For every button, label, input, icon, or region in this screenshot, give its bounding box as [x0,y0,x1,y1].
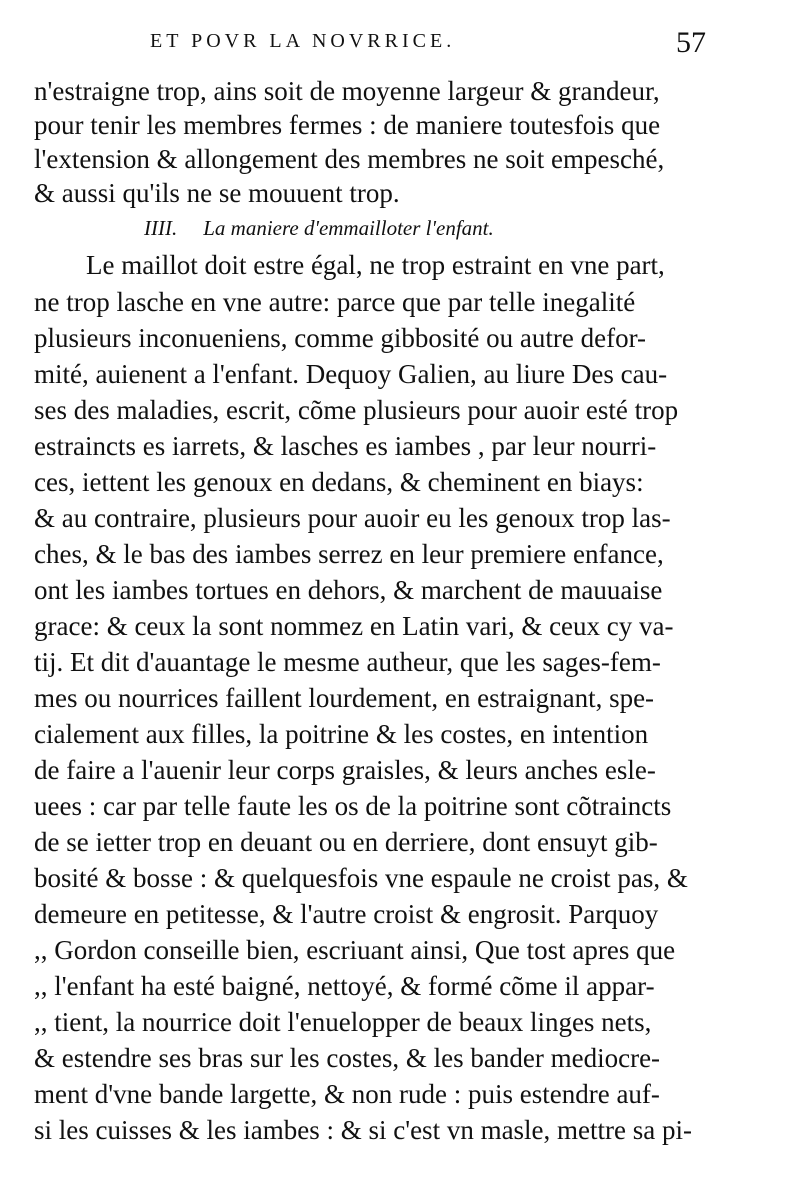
text-line: & estendre ses bras sur les costes, & les bander mediocre- [34,1043,661,1073]
text-line: Le maillot doit estre égal, ne trop estraint en vne part, [86,250,665,280]
text-line: l'extension & allongement des membres ne soit empesché, [34,144,665,174]
text-line: mité, auienent a l'enfant. Dequoy Galien, au liure Des cau- [34,359,668,389]
text-line: plusieurs inconueniens, comme gibbosité ou autre defor- [34,323,647,353]
text-line: n'estraigne trop, ains soit de moyenne largeur & grandeur, [34,76,660,106]
text-line: estraincts es iarrets, & lasches es iambes , par leur nourri- [34,431,657,461]
text-line: & aussi qu'ils ne se mouuent trop. [34,178,400,208]
text-line: ses des maladies, escrit, cõme plusieurs pour auoir esté trop [34,395,679,425]
text-line: ches, & le bas des iambes serrez en leur premiere enfance, [34,539,664,569]
text-line: pour tenir les membres fermes : de maniere toutesfois que [34,110,661,140]
text-line: grace: & ceux la sont nommez en Latin vari, & ceux cy va- [34,611,674,641]
text-line: mes ou nourrices faillent lourdement, en estraignant, spe- [34,683,655,713]
text-line: ,, l'enfant ha esté baigné, nettoyé, & formé cõme il appar- [34,971,655,1001]
text-line: uees : car par telle faute les os de la poitrine sont cõtraincts [34,791,672,821]
text-line: bosité & bosse : & quelquesfois vne espaule ne croist pas, & [34,863,688,893]
text-line: ne trop lasche en vne autre: parce que par telle inegalité [34,287,636,317]
text-line: demeure en petitesse, & l'autre croist & engrosit. Parquoy [34,899,659,929]
text-line: ,, Gordon conseille bien, escriuant ainsi, Que tost apres que [34,935,676,965]
text-line: de se ietter trop en deuant ou en derriere, dont ensuyt gib- [34,827,658,857]
section-number: IIII. [144,216,178,240]
text-line: ces, iettent les genoux en dedans, & cheminent en biays: [34,467,644,497]
text-line: si les cuisses & les iambes : & si c'est vn masle, mettre sa pi- [34,1115,692,1145]
text-line: ment d'vne bande largette, & non rude : puis estendre auf- [34,1079,660,1109]
text-line: ,, tient, la nourrice doit l'enuelopper de beaux linges nets, [34,1007,652,1037]
text-line: de faire a l'auenir leur corps graisles, & leurs anches esle- [34,755,656,785]
text-line: & au contraire, plusieurs pour auoir eu les genoux trop las- [34,503,671,533]
section-title: La maniere d'emmailloter l'enfant. [203,216,494,240]
text-line: tij. Et dit d'auantage le mesme autheur, que les sages-fem- [34,647,661,677]
text-line: cialement aux filles, la poitrine & les costes, en intention [34,719,649,749]
running-title: ET POVR LA NOVRRICE. [150,30,456,52]
text-line: ont les iambes tortues en dehors, & marchent de mauuaise [34,575,663,605]
page-number: 57 [676,26,706,59]
section-heading [144,216,494,241]
